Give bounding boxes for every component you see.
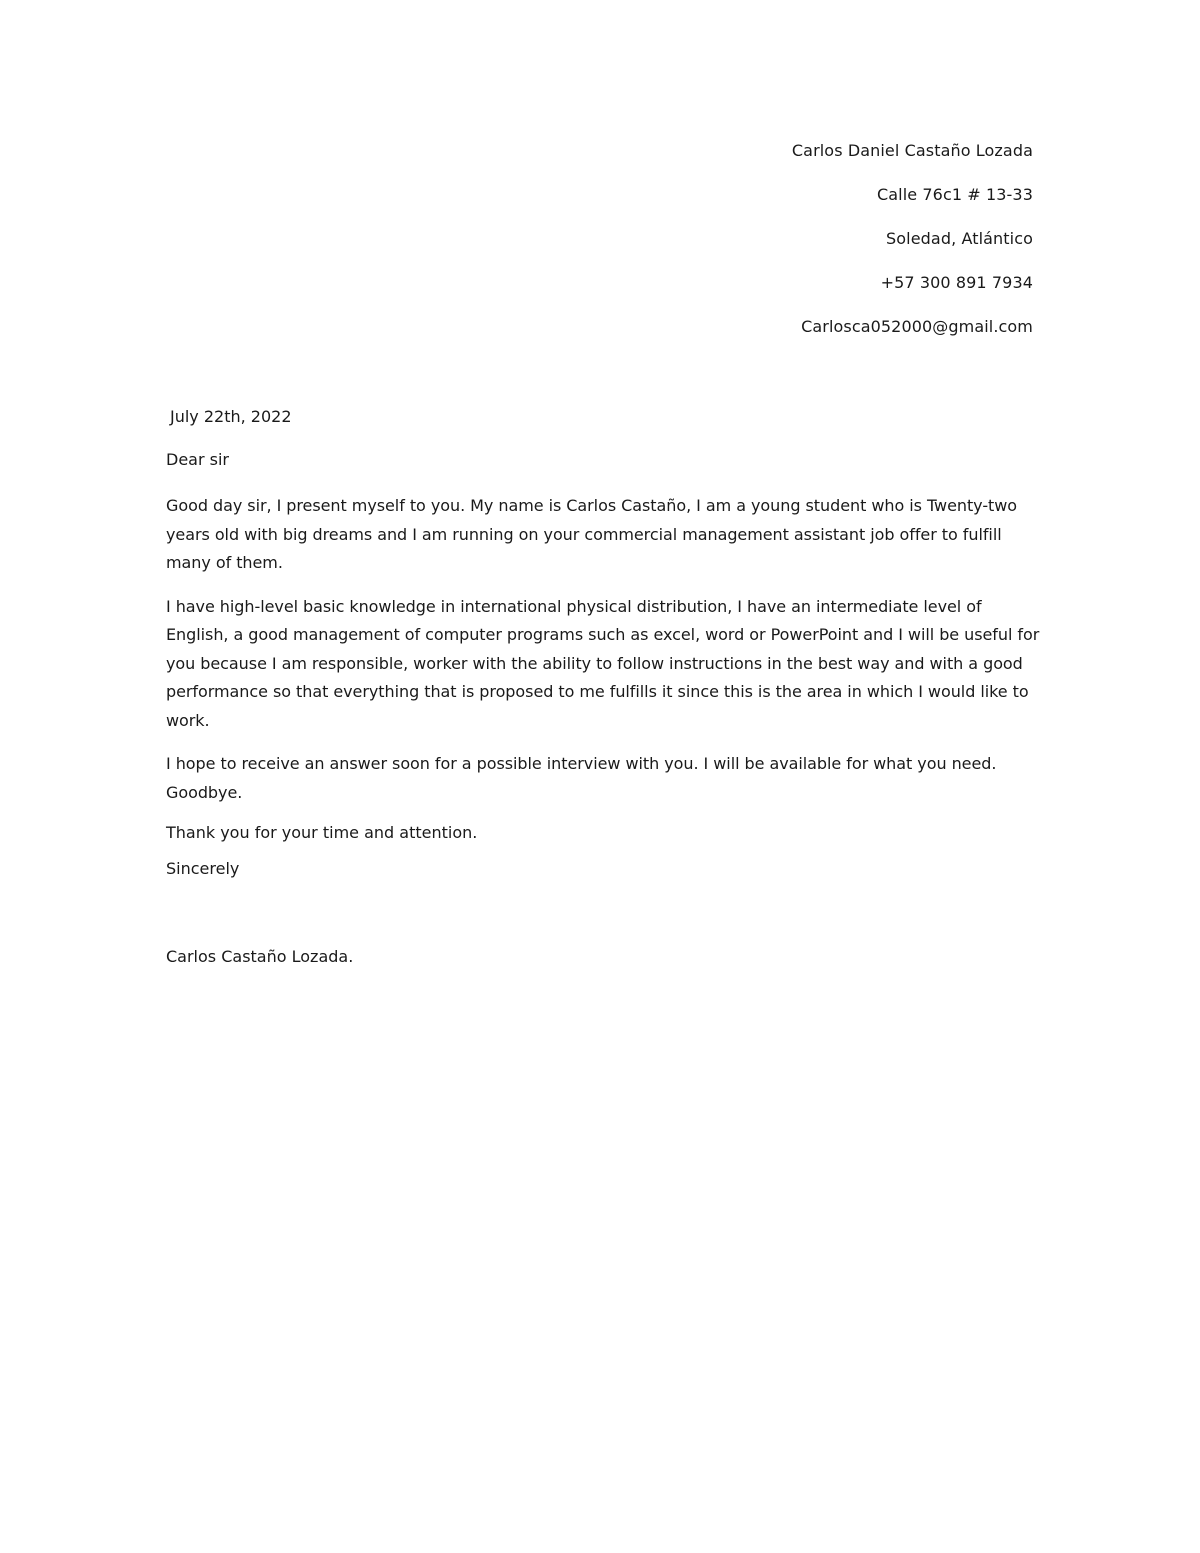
sender-address: Calle 76c1 # 13-33 (876, 185, 1033, 204)
salutation: Dear sir (166, 450, 229, 469)
letter-date: July 22th, 2022 (170, 407, 292, 426)
thanks-line: Thank you for your time and attention. (166, 823, 478, 842)
closing-sincerely: Sincerely (166, 859, 240, 878)
sender-city: Soledad, Atlántico (886, 229, 1033, 248)
sender-block (792, 140, 1033, 360)
sender-name: Carlos Daniel Castaño Lozada (791, 141, 1033, 160)
letter-body (166, 406, 1046, 968)
sender-phone: +57 300 891 7934 (880, 273, 1033, 292)
signature-name: Carlos Castaño Lozada. (166, 947, 354, 966)
sender-email: Carlosca052000@gmail.com (801, 317, 1033, 336)
paragraph-request: I hope to receive an answer soon for a possible interview with you. I will be available for what you need. Goodbye. (166, 754, 997, 802)
paragraph-introduction: Good day sir, I present myself to you. My name is Carlos Castaño, I am a young student who is Twenty-two years old with big dreams and I am running on your commercial management assistant job offer to fulfill many of them. (166, 496, 1018, 572)
paragraph-qualifications: I have high-level basic knowledge in international physical distribution, I have an intermediate level of English, a good management of computer programs such as excel, word or PowerPoint and I will be useful for you because I am responsible, worker with the ability to follow instructions in the best way and with a good performance so that everything that is proposed to me fulfills it since this is the area in which I would like to work. (166, 596, 1040, 730)
